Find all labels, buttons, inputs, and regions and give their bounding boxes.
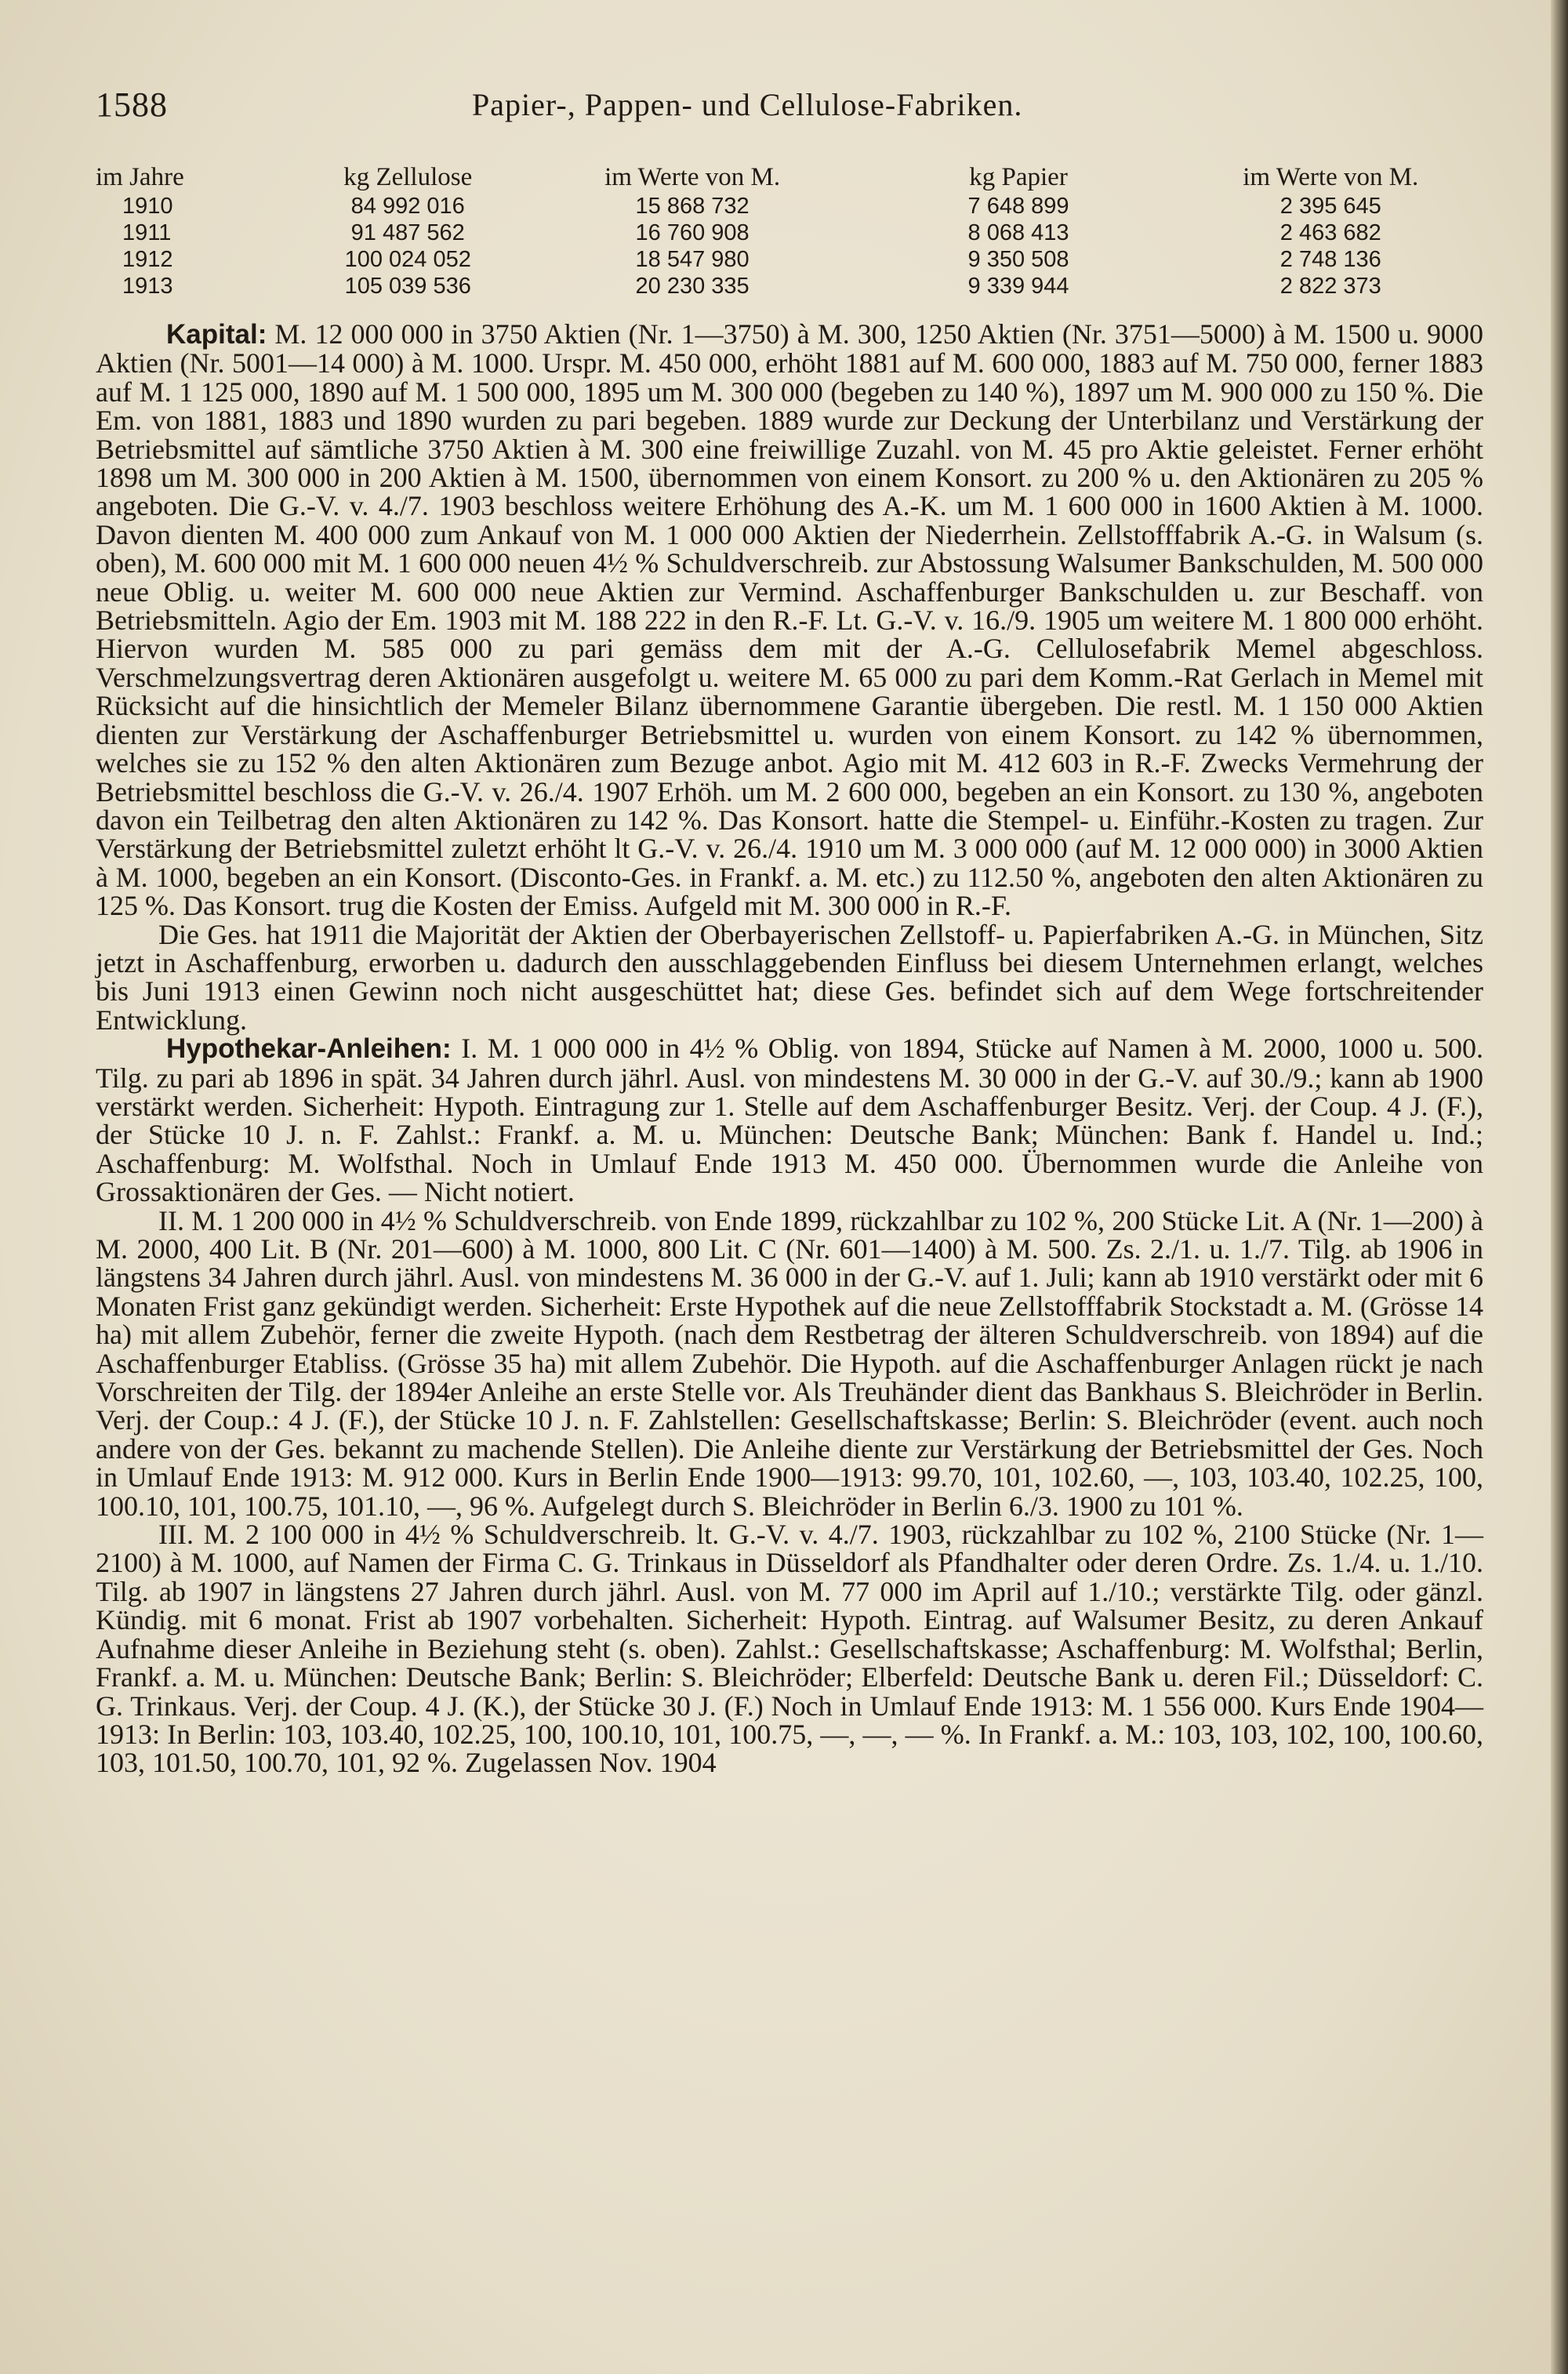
table-cell: 1910 bbox=[122, 193, 173, 219]
table-cell: 7 648 899 bbox=[967, 193, 1069, 219]
running-title: Papier-, Pappen- und Cellulose-Fabriken. bbox=[472, 87, 1023, 122]
column-header: im Jahre bbox=[96, 162, 184, 191]
table-cell: 18 547 980 bbox=[635, 246, 750, 272]
hypothekar-label: Hypothekar-Anleihen: bbox=[166, 1033, 452, 1065]
table-cell: 1913 bbox=[122, 273, 173, 299]
kapital-label: Kapital: bbox=[166, 319, 267, 350]
table-cell: 2 822 373 bbox=[1279, 273, 1381, 299]
column-header: im Werte von M. bbox=[604, 162, 781, 191]
book-spine-shadow bbox=[1551, 0, 1568, 2374]
majority-paragraph: Die Ges. hat 1911 die Majorität der Aktien der Oberbayerischen Zellstoff- u. Papierfabriken A.-G. in München, Sitz jetzt in Aschaffenburg, erworben u. dadurch den ausschlaggebenden Einfluss bei diesem Unternehmen erlangt, welches bis Juni 1913 einen Gewinn noch nicht ausgeschüttet hat; diese Ges. befindet sich auf dem Wege fortschreitender Entwicklung. bbox=[96, 918, 1483, 1036]
page-header bbox=[96, 85, 1483, 124]
page-number: 1588 bbox=[96, 85, 168, 124]
hypothekar-i-text: I. M. 1 000 000 in 4½ % Oblig. von 1894, Stücke auf Namen à M. 2000, 1000 u. 500. Tilg. zu pari ab 1896 in spät. 34 Jahren durch jährl. Ausl. von mindestens M. 30 000 in der G.-V. auf 30./9.; kann ab 1900 verstärkt werden. Sicherheit: Hypoth. Eintragung zur 1. Stelle auf dem Aschaffenburger Besitz. Verj. der Coup. 4 J. (F.), der Stücke 10 J. n. F. Zahlst.: Frankf. a. M. u. München: Deutsche Bank; München: Bank f. Handel u. Ind.; Aschaffenburg: M. Wolfsthal. Noch in Umlauf Ende 1913 M. 450 000. Übernommen wurde die Anleihe von Grossaktionären der Ges. — Nicht notiert. bbox=[96, 1033, 1483, 1208]
table-cell: 1911 bbox=[122, 220, 172, 245]
table-cell: 2 395 645 bbox=[1279, 193, 1381, 219]
table-cell: 1912 bbox=[122, 246, 173, 272]
table-cell: 16 760 908 bbox=[635, 220, 750, 245]
hypothekar-ii-paragraph: II. M. 1 200 000 in 4½ % Schuldverschreib. von Ende 1899, rückzahlbar zu 102 %, 200 Stücke Lit. A (Nr. 1—200) à M. 2000, 400 Lit. B (Nr. 201—600) à M. 1000, 800 Lit. C (Nr. 601—1400) à M. 500. Zs. 2./1. u. 1./7. Tilg. ab 1906 in längstens 34 Jahren durch jährl. Ausl. von mindestens M. 36 000 in der G.-V. auf 1. Juli; kann ab 1910 verstärkt oder mit 6 Monaten Frist ganz gekündigt werden. Sicherheit: Erste Hypothek auf die neue Zellstofffabrik Stockstadt a. M. (Grösse 14 ha) mit allem Zubehör, ferner die zweite Hypoth. (nach dem Restbetrag der älteren Schuldverschreib. von 1894) auf die Aschaffenburger Etabliss. (Grösse 35 ha) mit allem Zubehör. Die Hypoth. auf die Aschaffenburger Anlagen rückt je nach Vorschreiten der Tilg. der 1894er Anleihe an erste Stelle vor. Als Treuhänder dient das Bankhaus S. Bleichröder in Berlin. Verj. der Coup.: 4 J. (F.), der Stücke 10 J. n. F. Zahlstellen: Gesellschaftskasse; Berlin: S. Bleichröder (event. auch noch andere von der Ges. bekannt zu machende Stellen). Die Anleihe diente zur Verstärkung der Betriebsmittel der Ges. Noch in Umlauf Ende 1913: M. 912 000. Kurs in Berlin Ende 1900—1913: 99.70, 101, 102.60, —, 103, 103.40, 102.25, 100, 100.10, 101, 100.75, 101.10, —, 96 %. Aufgelegt durch S. Bleichröder in Berlin 6./3. 1900 zu 101 %. bbox=[96, 1204, 1483, 1522]
table-cell: 9 350 508 bbox=[967, 246, 1069, 272]
table-cell: 8 068 413 bbox=[967, 220, 1069, 245]
production-table bbox=[96, 163, 1483, 299]
table-cell: 15 868 732 bbox=[635, 193, 750, 219]
table-cell: 2 463 682 bbox=[1279, 220, 1381, 245]
hypothekar-i-paragraph bbox=[96, 1034, 1483, 1206]
table-cell: 20 230 335 bbox=[635, 273, 750, 299]
table-cell: 2 748 136 bbox=[1279, 246, 1381, 272]
column-header: kg Papier bbox=[969, 162, 1068, 191]
hypothekar-iii-paragraph: III. M. 2 100 000 in 4½ % Schuldverschreib. lt. G.-V. v. 4./7. 1903, rückzahlbar zu 102 %, 2100 Stücke (Nr. 1—2100) à M. 1000, auf Namen der Firma C. G. Trinkaus in Düsseldorf als Pfandhalter oder deren Ordre. Zs. 1./4. u. 1./10. Tilg. ab 1907 in längstens 27 Jahren durch jährl. Ausl. von M. 77 000 im April auf 1./10.; verstärkte Tilg. oder gänzl. Kündig. mit 6 monat. Frist ab 1907 vorbehalten. Sicherheit: Hypoth. Eintrag. auf Walsumer Besitz, zu deren Ankauf Aufnahme dieser Anleihe in Beziehung steht (s. oben). Zahlst.: Gesellschaftskasse; Aschaffenburg: M. Wolfsthal; Berlin, Frankf. a. M. u. München: Deutsche Bank; Berlin: S. Bleichröder; Elberfeld: Deutsche Bank u. deren Fil.; Düsseldorf: C. G. Trinkaus. Verj. der Coup. 4 J. (K.), der Stücke 30 J. (F.) Noch in Umlauf Ende 1913: M. 1 556 000. Kurs Ende 1904—1913: In Berlin: 103, 103.40, 102.25, 100, 100.10, 101, 100.75, —, —, — %. In Frankf. a. M.: 103, 103, 102, 100, 100.60, 103, 101.50, 100.70, 101, 92 %. Zugelassen Nov. 1904 bbox=[96, 1519, 1483, 1779]
table-cell: 105 039 536 bbox=[344, 273, 471, 299]
table-row bbox=[96, 193, 1483, 220]
table-header-row bbox=[96, 163, 1483, 193]
table-row bbox=[96, 273, 1483, 299]
table-cell: 84 992 016 bbox=[350, 193, 465, 219]
table-cell: 100 024 052 bbox=[344, 246, 471, 272]
column-header: kg Zellulose bbox=[343, 162, 473, 191]
body-text bbox=[96, 320, 1483, 1777]
table-row bbox=[96, 246, 1483, 273]
table-cell: 9 339 944 bbox=[967, 273, 1069, 299]
column-header: im Werte von M. bbox=[1243, 162, 1419, 191]
kapital-paragraph bbox=[96, 320, 1483, 920]
kapital-text: M. 12 000 000 in 3750 Aktien (Nr. 1—3750) à M. 300, 1250 Aktien (Nr. 3751—5000) à M. 1500 u. 9000 Aktien (Nr. 5001—14 000) à M. 1000. Urspr. M. 450 000, erhöht 1881 auf M. 600 000, 1883 auf M. 750 000, ferner 1883 auf M. 1 125 000, 1890 auf M. 1 500 000, 1895 um M. 300 000 (begeben zu 140 %), 1897 um M. 900 000 zu 150 %. Die Em. von 1881, 1883 und 1890 wurden zu pari begeben. 1889 wurde zur Deckung der Unterbilanz und Verstärkung der Betriebsmittel auf sämtliche 3750 Aktien à M. 300 eine freiwillige Zuzahl. von M. 45 pro Aktie geleistet. Ferner erhöht 1898 um M. 300 000 in 200 Aktien à M. 1500, übernommen von einem Konsort. zu 200 % u. den Aktionären zu 205 % angeboten. Die G.-V. v. 4./7. 1903 beschloss weitere Erhöhung des A.-K. um M. 1 600 000 in 1600 Aktien à M. 1000. Davon dienten M. 400 000 zum Ankauf von M. 1 000 000 Aktien der Niederrhein. Zellstofffabrik A.-G. in Walsum (s. oben), M. 600 000 mit M. 1 600 000 neuen 4½ % Schuldverschreib. zur Abstossung Walsumer Bankschulden, M. 500 000 neue Oblig. u. weiter M. 600 000 neue Aktien zur Vermind. Aschaffenburger Bankschulden u. zur Beschaff. von Betriebsmitteln. Agio der Em. 1903 mit M. 188 222 in den R.-F. Lt. G.-V. v. 16./9. 1905 um weitere M. 1 800 000 erhöht. Hiervon wurden M. 585 000 zu pari gemäss dem mit der A.-G. Cellulosefabrik Memel abgeschloss. Verschmelzungsvertrag deren Aktionären ausgefolgt u. weitere M. 65 000 zu pari dem Komm.-Rat Gerlach in Memel mit Rücksicht auf die hinsichtlich der Memeler Bilanz übernommene Garantie übergeben. Die restl. M. 1 150 000 Aktien dienten zur Verstärkung der Aschaffenburger Betriebsmittel u. wurden von einem Konsort. zu 142 % übernommen, welches sie zu 152 % den alten Aktionären zum Bezuge anbot. Agio mit M. 412 603 in R.-F. Zwecks Vermehrung der Betriebsmittel beschloss die G.-V. v. 26./4. 1907 Erhöh. um M. 2 600 000, begeben an ein Konsort. zu 130 %, angeboten davon ein Teilbetrag den alten Aktionären zu 142 %. Das Konsort. hatte die Stempel- u. Einführ.-Kosten zu tragen. Zur Verstärkung der Betriebsmittel zuletzt erhöht lt G.-V. v. 26./4. 1910 um M. 3 000 000 (auf M. 12 000 000) in 3000 Aktien à M. 1000, begeben an ein Konsort. (Disconto-Ges. in Frankf. a. M. etc.) zu 112.50 %, angeboten den alten Aktionären zu 125 %. Das Konsort. trug die Kosten der Emiss. Aufgeld mit M. 300 000 in R.-F. bbox=[96, 318, 1484, 922]
table-cell: 91 487 562 bbox=[350, 220, 465, 245]
table-row bbox=[96, 220, 1483, 246]
